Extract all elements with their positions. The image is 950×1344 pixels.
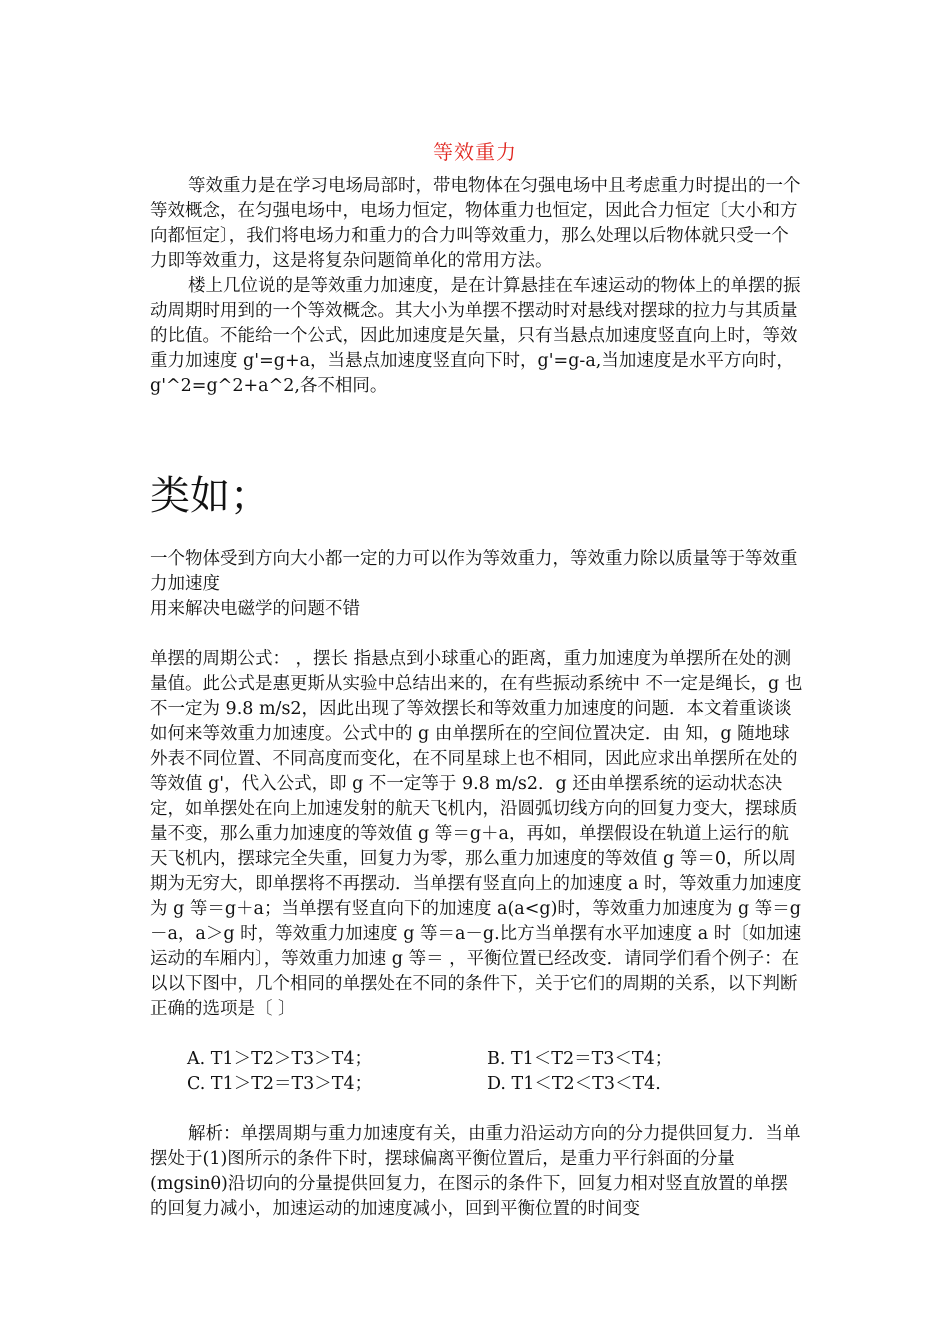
note-section bbox=[150, 547, 805, 622]
paragraph-equivalent-acceleration: 楼上几位说的是等效重力加速度，是在计算悬挂在车速运动的物体上的单摆的振动周期时用到的一个等效概念。其大小为单摆不摆动时对悬线对摆球的拉力与其质量的比值。不能给一个公式，因此加速度是矢量，只有当悬点加速度竖直向上时，等效重力加速度 g'=g+a，当悬点加速度竖直向下时，g'=g-a,当加速度是水平方向时，g'^2=g^2+a^2,各不相同。 bbox=[150, 276, 801, 396]
paragraph-equivalent-gravity: 等效重力是在学习电场局部时，带电物体在匀强电场中且考虑重力时提出的一个等效概念，在匀强电场中，电场力恒定，物体重力也恒定，因此合力恒定〔大小和方向都恒定〕，我们将电场力和重力的合力叫等效重力，那么处理以后物体就只受一个力即等效重力，这是将复杂问题简单化的常用方法。 bbox=[150, 176, 801, 271]
options-row-2 bbox=[187, 1072, 787, 1097]
note-line-2: 用来解决电磁学的问题不错 bbox=[150, 599, 360, 619]
answer-options bbox=[187, 1047, 787, 1097]
intro-section bbox=[150, 174, 805, 399]
option-d: D. T1＜T2＜T3＜T4. bbox=[487, 1074, 661, 1094]
paragraph-pendulum-period: 单摆的周期公式： ，摆长 指悬点到小球重心的距离，重力加速度为单摆所在处的测量值。此公式是惠更斯从实验中总结出来的，在有些振动系统中 不一定是绳长，g 也不一定为 9.8 m/s2，因此出现了等效摆长和等效重力加速度的问题．本文着重谈谈如何来等效重力加速度。公式中的 g 由单摆所在的空间位置决定．由 知，g 随地球外表不同位置、不同高度而变化，在不同星球上也不相同，因此应求出单摆所在处的等效值 g'，代入公式，即 g 不一定等于 9.8 m/s2．g 还由单摆系统的运动状态决定，如单摆处在向上加速发射的航天飞机内，沿圆弧切线方向的回复力变大，摆球质量不变，那么重力加速度的等效值 g 等＝g＋a，再如，单摆假设在轨道上运行的航天飞机内，摆球完全失重，回复力为零，那么重力加速度的等效值 g 等＝0，所以周期为无穷大，即单摆将不再摆动．当单摆有竖直向上的加速度 a 时，等效重力加速度为 g 等＝g＋a；当单摆有竖直向下的加速度 a(a<g)时，等效重力加速度为 g 等＝g－a，a＞g 时，等效重力加速度 g 等＝a－g.比方当单摆有水平加速度 a 时〔如加速运动的车厢内〕，等效重力加速 g 等＝ ，平衡位置已经改变．请同学们看个例子：在以以下图中，几个相同的单摆处在不同的条件下，关于它们的周期的关系，以下判断正确的选项是〔 〕 bbox=[150, 649, 803, 1019]
option-a: A. T1＞T2＞T3＞T4； bbox=[187, 1049, 372, 1069]
pendulum-section bbox=[150, 647, 805, 1022]
note-line-1: 一个物体受到方向大小都一定的力可以作为等效重力，等效重力除以质量等于等效重力加速度 bbox=[150, 549, 798, 594]
section-heading: 类如； bbox=[150, 473, 270, 519]
paragraph-analysis: 解析：单摆周期与重力加速度有关，由重力沿运动方向的分力提供回复力．当单摆处于(1)图所示的条件下时，摆球偏离平衡位置后，是重力平行斜面的分量(mgsinθ)沿切向的分量提供回复力，在图示的条件下，回复力相对竖直放置的单摆的回复力减小，加速运动的加速度减小，回到平衡位置的时间变 bbox=[150, 1124, 801, 1219]
document-title: 等效重力 bbox=[433, 140, 517, 164]
options-row-1 bbox=[187, 1047, 787, 1072]
analysis-section bbox=[150, 1122, 805, 1222]
option-c: C. T1＞T2＝T3＞T4； bbox=[187, 1074, 373, 1094]
option-b: B. T1＜T2＝T3＜T4； bbox=[487, 1049, 673, 1069]
